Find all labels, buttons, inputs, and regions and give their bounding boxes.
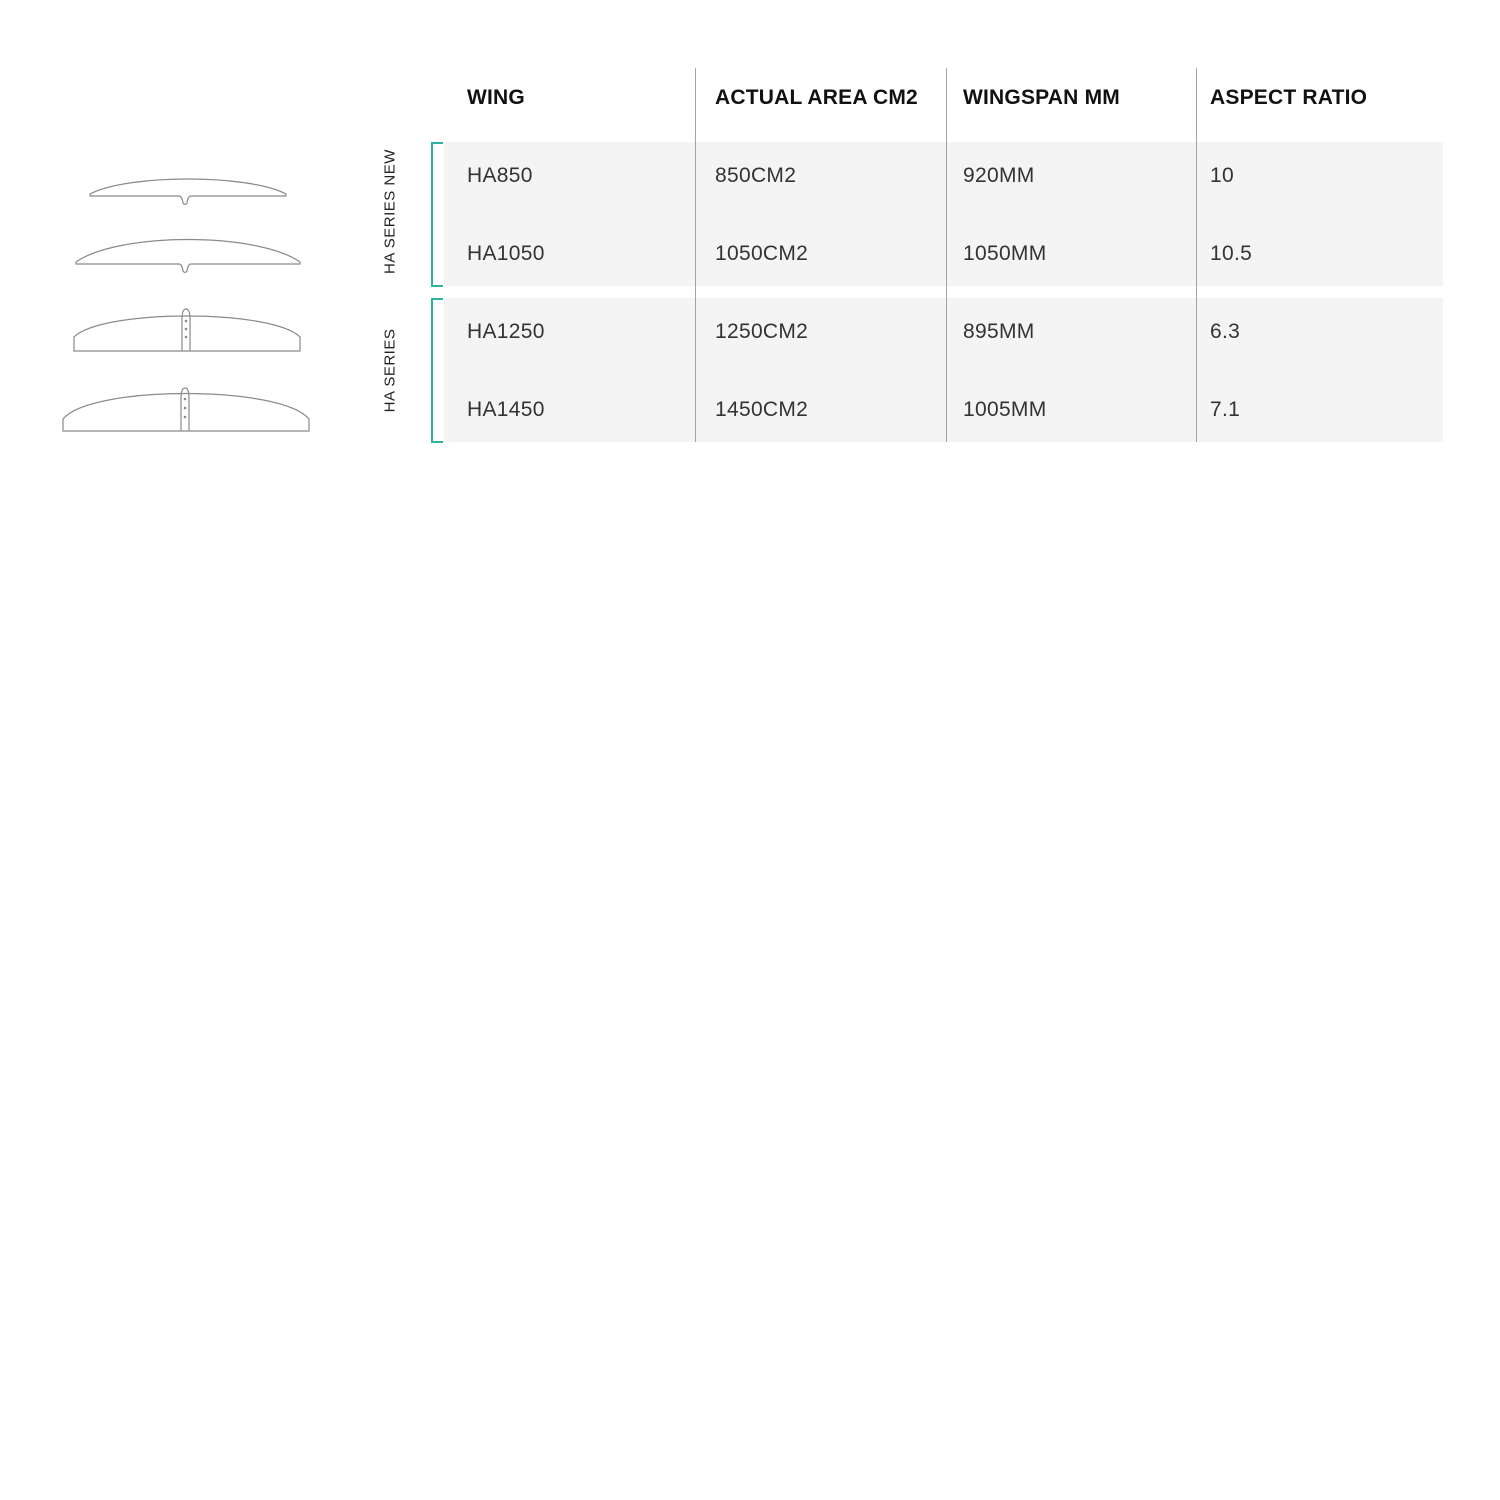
table-cell-wing: HA1250 [467, 320, 545, 343]
table-cell-wing: HA1450 [467, 398, 545, 421]
table-cell-ratio: 10.5 [1210, 242, 1253, 265]
group-bracket-ha-series [431, 298, 443, 443]
header-aspect-ratio: ASPECT RATIO [1210, 86, 1368, 109]
table-cell-span: 1050MM [963, 242, 1047, 265]
table-cell-area: 1050CM2 [715, 242, 809, 265]
table-cell-wing: HA850 [467, 164, 533, 187]
table-cell-span: 1005MM [963, 398, 1047, 421]
group-label-ha-series: HA SERIES [381, 328, 399, 413]
table-cell-ratio: 10 [1210, 164, 1234, 187]
group-band-ha-series-new [444, 142, 1443, 286]
header-actual-area: ACTUAL AREA CM2 [715, 86, 918, 109]
wing-ha1050-icon [74, 234, 302, 276]
column-divider [695, 68, 696, 442]
table-cell-area: 850CM2 [715, 164, 797, 187]
header-wingspan: WINGSPAN MM [963, 86, 1120, 109]
table-cell-area: 1450CM2 [715, 398, 809, 421]
group-band-ha-series [444, 298, 1443, 442]
wing-ha1450-icon [61, 385, 311, 433]
table-cell-wing: HA1050 [467, 242, 545, 265]
wing-ha850-icon [88, 166, 288, 208]
column-divider [1196, 68, 1197, 442]
table-cell-span: 920MM [963, 164, 1035, 187]
wing-ha1250-icon [72, 305, 302, 353]
group-label-ha-series-new: HA SERIES NEW [381, 149, 399, 274]
table-cell-ratio: 7.1 [1210, 398, 1241, 421]
group-bracket-ha-series-new [431, 142, 443, 287]
table-cell-area: 1250CM2 [715, 320, 809, 343]
column-divider [946, 68, 947, 442]
table-cell-ratio: 6.3 [1210, 320, 1241, 343]
table-cell-span: 895MM [963, 320, 1035, 343]
header-wing: WING [467, 86, 525, 109]
